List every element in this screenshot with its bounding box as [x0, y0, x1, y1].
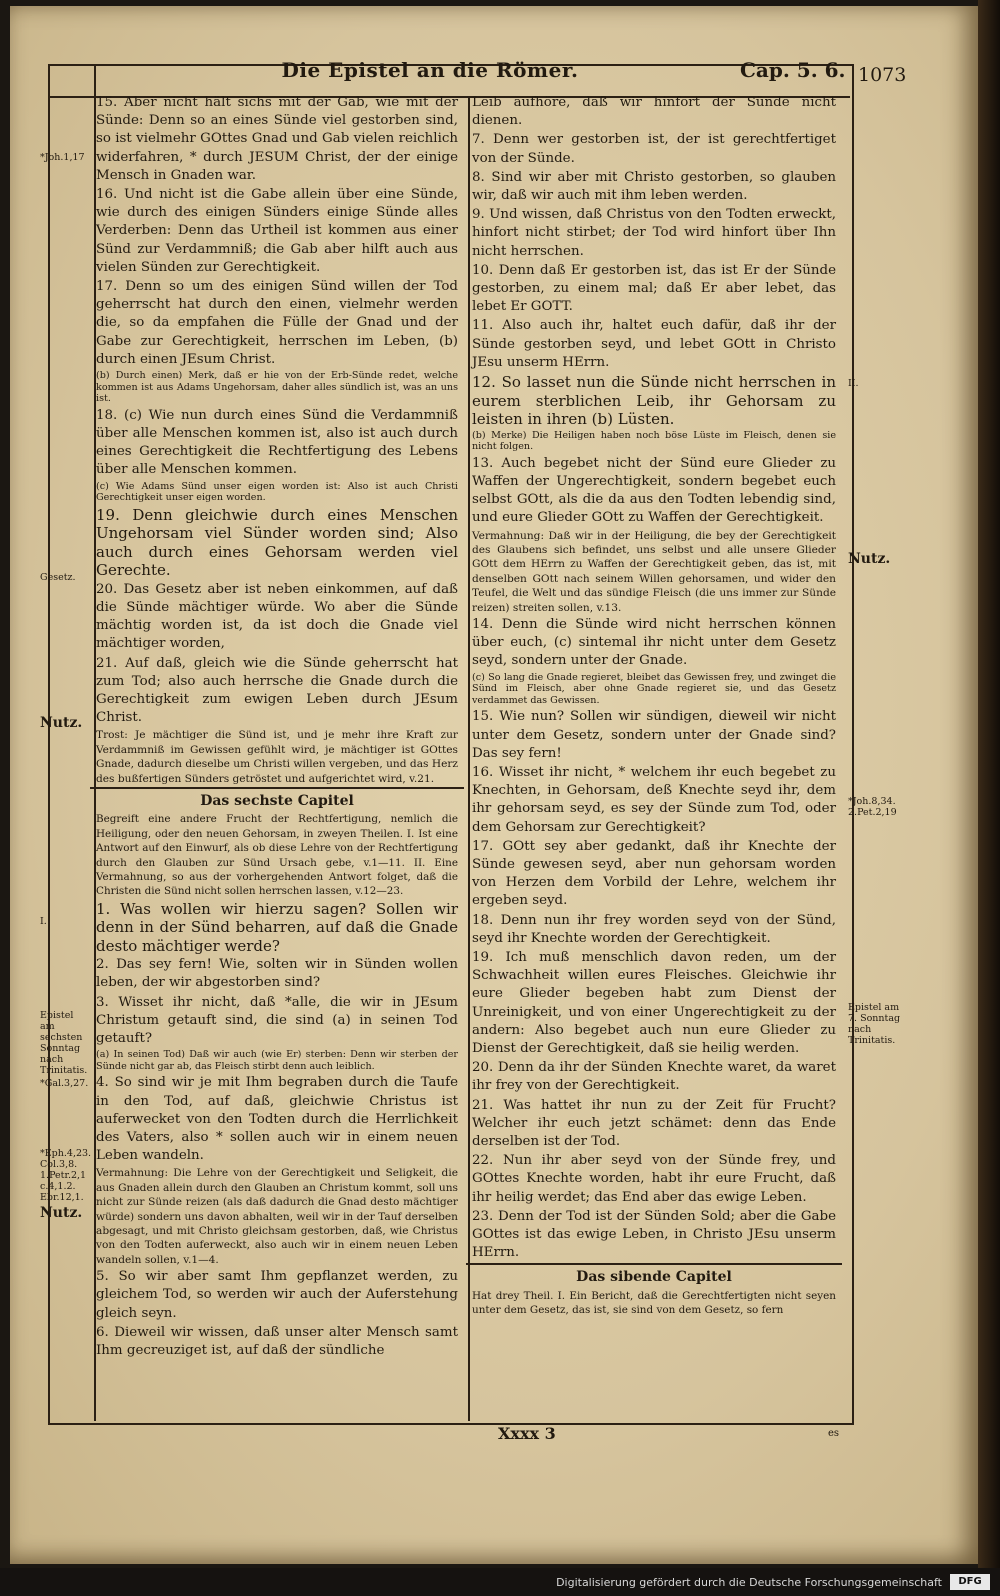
book-edge	[978, 0, 1000, 1596]
footnote: (c) Wie Adams Sünd unser eigen worden ist: Also ist auch Christi Gerechtigkeit unser eigen worden.	[96, 480, 458, 504]
right-column	[472, 94, 836, 1318]
margin-note: Nutz.	[848, 551, 891, 567]
footer-credit: Digitalisierung gefördert durch die Deutsche Forschungsgemeinschaft	[556, 1576, 942, 1589]
margin-note: *Joh.8,34. 2.Pet.2,19	[848, 796, 897, 818]
verse: 19. Denn gleichwie durch eines Menschen Ungehorsam viel Sünder worden sind; Also auch durch eines Gehorsam werden viel Gerechte.	[96, 505, 458, 580]
verse: 21. Auf daß, gleich wie die Sünde geherrscht hat zum Tod; also auch herrsche die Gnade durch die Gerechtigkeit zum ewigen Leben durch JEsum Christ.	[96, 655, 458, 726]
verse: 18. Denn nun ihr frey worden seyd von der Sünd, seyd ihr Knechte worden der Gerechtigkeit.	[472, 912, 836, 946]
dfg-logo: DFG	[950, 1574, 990, 1590]
admonition: Vermahnung: Die Lehre von der Gerechtigkeit und Seligkeit, die aus Gnaden allein durch den Glauben an Christum kommt, soll uns nicht zur Sünde reizen (als daß dadurch die Gnad desto mächtiger würde) sondern uns davon abhalten, weil wir in der Tauf derselben abgesagt, und mit Christo gleichsam gestorben, daß, wie Christus von den Todten auferweckt, also auch wir in einem neuen Leben wandeln sollen, v.1—4.	[96, 1167, 458, 1266]
margin-note: Gesetz.	[40, 572, 76, 583]
verse: 12. So lasset nun die Sünde nicht herrschen in eurem sterblichen Leib, ihr Gehorsam zu leisten in ihren (b) Lüsten.	[472, 373, 836, 429]
footnote: (a) In seinen Tod) Daß wir auch (wie Er) sterben: Denn wir sterben der Sünde nicht gar ab, das Fleisch stirbt denn auch leiblich.	[96, 1049, 458, 1072]
footnote: (c) So lang die Gnade regieret, bleibet das Gewissen frey, und zwinget die Sünd im Fleisch, aber ohne Gnade regieret sie, und das Gesetz verdammet das Gewissen.	[472, 671, 836, 706]
verse: 9. Und wissen, daß Christus von den Todten erweckt, hinfort nicht stirbet; der Tod wird hinfort über Ihn nicht herrschen.	[472, 207, 836, 259]
signature-mark: Xxxx 3	[498, 1424, 556, 1443]
verse: 3. Wisset ihr nicht, daß *alle, die wir in JEsum Christum getauft sind, die sind (a) in seinen Tod getauft?	[96, 994, 458, 1047]
chapter-summary: Begreift eine andere Frucht der Rechtfertigung, nemlich die Heiligung, oder den neuen Gehorsam, in zweyen Theilen. I. Ist eine Antwort auf den Einwurf, als ob diese Lehre von der Rechtfertigung durch den Glauben zur Sünd Ursach gebe, v.1—11. II. Eine Vermahnung, so aus der vorhergehenden Antwort folget, daß die Christen die Sünd nicht sollen herrschen lassen, v.12—23.	[96, 813, 458, 898]
verse: 16. Wisset ihr nicht, * welchem ihr euch begebet zu Knechten, in Gehorsam, deß Knechte seyd ihr, dem ihr gehorsam seyd, es sey der Sünde zum Tod, oder dem Gehorsam zur Gerechtigkeit?	[472, 764, 836, 835]
chapter-heading: Das sibende Capitel	[576, 1269, 732, 1286]
margin-note: *Eph.4,23. Col.3,8. 1.Petr.2,1 c.4,1.2. Ebr.12,1.	[40, 1148, 92, 1203]
verse: 6. Dieweil wir wissen, daß unser alter Mensch samt Ihm gecreuziget ist, auf daß der sündliche	[96, 1324, 458, 1359]
footer-bar	[0, 1568, 1000, 1596]
verse: 18. (c) Wie nun durch eines Sünd die Verdammniß über alle Menschen kommen ist, also ist auch durch eines Gerechtigkeit die Rechtfertigung des Lebens über alle Menschen kommen.	[96, 407, 458, 478]
verse: 7. Denn wer gestorben ist, der ist gerechtfertiget von der Sünde.	[472, 132, 836, 166]
margin-note: Nutz.	[40, 1205, 83, 1221]
verse: 4. So sind wir je mit Ihm begraben durch die Taufe in den Tod, auf daß, gleichwie Christus ist auferwecket von den Todten durch die Herrlichkeit des Vaters, also * sollen auch wir in einem neuen Leben wandeln.	[96, 1075, 458, 1164]
verse: 14. Denn die Sünde wird nicht herrschen können über euch, (c) sintemal ihr nicht unter dem Gesetz seyd, sondern unter der Gnade.	[472, 616, 836, 669]
chapter-summary: Hat drey Theil. I. Ein Bericht, daß die Gerechtfertigten nicht seyen unter dem Gesetz, das ist, sie sind von dem Gesetz, so fern	[472, 1289, 836, 1317]
margin-note: Epistel am 7. Sonntag nach Trinitatis.	[848, 1002, 901, 1046]
verse: 17. Denn so um des einigen Sünd willen der Tod geherrscht hat durch den einen, vielmehr werden die, so da empfahen die Fülle der Gnad und der Gabe zur Gerechtigkeit, herrschen im Leben, (b) durch einen JEsum Christ.	[96, 279, 458, 367]
verse: 17. GOtt sey aber gedankt, daß ihr Knechte der Sünde gewesen seyd, aber nun gehorsam worden von Herzen dem Vorbild der Lehre, welchem ihr ergeben seyd.	[472, 838, 836, 909]
margin-note: *Joh.1,17	[40, 152, 85, 163]
verse: 23. Denn der Tod ist der Sünden Sold; aber die Gabe GOttes ist das ewige Leben, in Christo JEsu unserm HErrn.	[472, 1208, 836, 1261]
verse: 15. Wie nun? Sollen wir sündigen, dieweil wir nicht unter dem Gesetz, sondern unter der Gnade sind? Das sey fern!	[472, 709, 836, 761]
verse: 21. Was hattet ihr nun zu der Zeit für Frucht? Welcher ihr euch jetzt schämet: denn das Ende derselben ist der Tod.	[472, 1097, 836, 1150]
verse: 5. So wir aber samt Ihm gepflanzet werden, zu gleichem Tod, so werden wir auch der Auferstehung gleich seyn.	[96, 1269, 458, 1321]
verse: 8. Sind wir aber mit Christo gestorben, so glauben wir, daß wir auch mit ihm leben werden.	[472, 169, 836, 204]
verse: 10. Denn daß Er gestorben ist, das ist Er der Sünde gestorben, zu einem mal; daß Er aber lebet, das lebet Er GOTT.	[472, 262, 836, 315]
footnote: (b) Merke) Die Heiligen haben noch böse Lüste im Fleisch, denen sie nicht folgen.	[472, 429, 836, 453]
verse: 22. Nun ihr aber seyd von der Sünde frey, und GOttes Knechte worden, habt ihr eure Frucht, daß ihr heilig werdet; das End aber das ewige Leben.	[472, 1153, 836, 1205]
catchword: es	[828, 1428, 840, 1439]
chapter-heading: Das sechste Capitel	[200, 793, 354, 810]
verse: 11. Also auch ihr, haltet euch dafür, daß ihr der Sünde gestorben seyd, und lebet GOtt in Christo JEsu unserm HErrn.	[472, 318, 836, 370]
chapter-reference: Cap. 5. 6.	[740, 58, 846, 82]
verse: 16. Und nicht ist die Gabe allein über eine Sünde, wie durch des einigen Sünders einige Sünde alles Verderben: Denn das Urtheil ist kommen aus einer Sünd zur Verdammniß; die Gab aber hilft auch aus vielen Sünden zur Gerechtigkeit.	[96, 187, 458, 275]
verse: 1. Was wollen wir hierzu sagen? Sollen wir denn in der Sünd beharren, auf daß die Gnade desto mächtiger werde?	[96, 899, 458, 955]
page-number: 1073	[858, 64, 907, 86]
margin-note: II.	[848, 378, 859, 389]
column-divider	[468, 98, 470, 1421]
margin-note: *Gal.3,27.	[40, 1078, 89, 1089]
verse: Leib aufhöre, daß wir hinfort der Sünde nicht dienen.	[472, 95, 836, 129]
verse: 20. Denn da ihr der Sünden Knechte waret, da waret ihr frey von der Gerechtigkeit.	[472, 1060, 836, 1094]
verse: 20. Das Gesetz aber ist neben einkommen, auf daß die Sünde mächtiger würde. Wo aber die Sünde mächtig worden ist, da ist doch die Gnade viel mächtiger worden,	[96, 581, 458, 652]
margin-note: I.	[40, 916, 47, 927]
verse: 19. Ich muß menschlich davon reden, um der Schwachheit willen eures Fleisches. Gleichwie ihr eure Glieder begeben habt zum Dienst der Unreinigkeit, und von einer Ungerechtigkeit zu der andern: Also begebet auch nun eure Glieder zu Dienst der Gerechtigkeit, daß sie heilig werden.	[472, 950, 836, 1057]
verse: 15. Aber nicht hält sichs mit der Gab, wie mit der Sünde: Denn so an eines Sünde viel gestorben sind, so ist vielmehr GOttes Gnad und Gab vielen reichlich widerfahren, * durch JESUM Christ, der der einige Mensch in Gnaden war.	[96, 95, 458, 183]
margin-note: Nutz.	[40, 715, 83, 731]
section-rule	[90, 787, 464, 789]
left-column	[96, 94, 458, 1361]
footnote: (b) Durch einen) Merk, daß er hie von der Erb-Sünde redet, welche kommen ist aus Adams Ungehorsam, daher alles sündlich ist, was an uns ist.	[96, 370, 458, 405]
margin-note: Epistel am sechsten Sonntag nach Trinitatis.	[40, 1010, 88, 1076]
section-rule	[466, 1263, 842, 1265]
running-title: Die Epistel an die Römer.	[281, 58, 579, 82]
admonition: Trost: Je mächtiger die Sünd ist, und je mehr ihre Kraft zur Verdammniß im Gewissen gefühlt wird, je mächtiger ist GOttes Gnade, dadurch dieselbe um Christi willen vergeben, und das Herz des bußfertigen Sünders getröstet und aufgerichtet wird, v.21.	[96, 729, 458, 785]
admonition: Vermahnung: Daß wir in der Heiligung, die bey der Gerechtigkeit des Glaubens sich befindet, uns selbst und alle unsere Glieder GOtt dem HErrn zu Waffen der Gerechtigkeit geben, das ist, mit denselben GOtt nach seinem Willen gehorsamen, und wider den Teufel, die Welt und das sündige Fleisch (die uns immer zur Sünde reizen) streiten sollen, v.13.	[472, 529, 836, 614]
verse: 2. Das sey fern! Wie, solten wir in Sünden wollen leben, der wir abgestorben sind?	[96, 957, 458, 991]
verse: 13. Auch begebet nicht der Sünd eure Glieder zu Waffen der Ungerechtigkeit, sondern begebet euch selbst GOtt, als die da aus den Todten lebendig sind, und eure Glieder GOtt zu Waffen der Gerechtigkeit.	[472, 455, 836, 526]
